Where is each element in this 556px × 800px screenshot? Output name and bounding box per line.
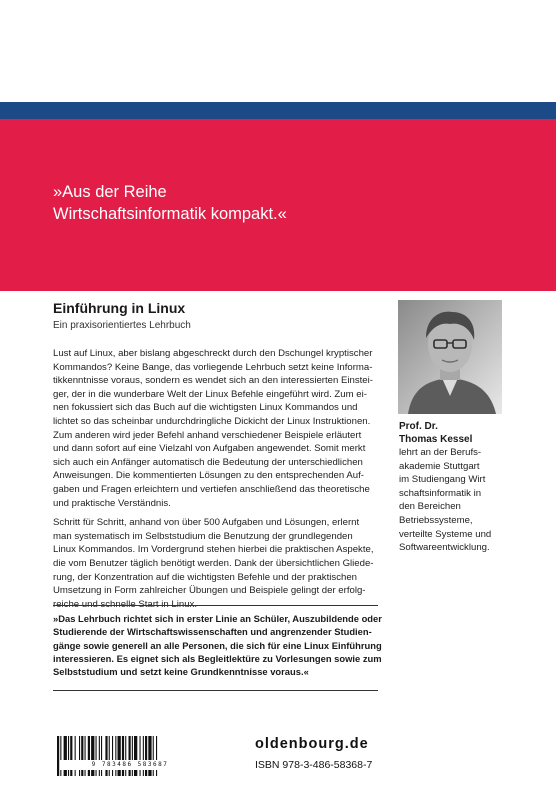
barcode-bar (105, 736, 107, 776)
blurb-line: Anweisungen. Die kommentierten Lösungen zu den entsprechenden Auf- (53, 470, 364, 482)
barcode-bar (129, 736, 131, 776)
barcode-number: 9 783486 583687 (60, 760, 200, 770)
author-bio-line: verteilte Systeme und (399, 528, 492, 540)
barcode-bar (60, 736, 61, 776)
blurb-line: sich auch ein Anfänger automatisch die Bedeutung der unterschiedlichen (53, 456, 363, 468)
blurb-line: Schritt für Schritt, anhand von über 500 Aufgaben und Lösungen, erlernt (53, 517, 360, 529)
blurb-line: gaben und Fragen erleichtern und vertiefen anschließend das theoretische (53, 483, 370, 495)
publisher-url: oldenbourg.de (255, 736, 369, 752)
barcode-bar (109, 736, 110, 776)
blurb-line: und dann sofort auf eine Vielzahl von Aufgaben angewendet. Somit merkt (53, 443, 366, 455)
quote-line: gänge sowie generell an alle Personen, die sich für eine Linux Einführung (53, 639, 382, 651)
blurb-line: rung, der Konzentration auf die wichtigsten Befehle und der praktischen (53, 571, 357, 583)
book-title: Einführung in Linux (53, 300, 186, 316)
blurb-line: ger, der in die wunderbare Welt der Linux Befehle eingeführt wird. Zum ei- (53, 388, 367, 400)
author-bio-line: im Studiengang Wirt (399, 474, 486, 486)
blurb-line: Lust auf Linux, aber bislang abgeschreckt durch den Dschungel kryptischer (53, 348, 373, 359)
series-line-1: »Aus der Reihe (53, 183, 167, 201)
author-bio (399, 446, 491, 555)
author-bio-line: den Bereichen (399, 501, 461, 513)
barcode-bar (85, 736, 86, 776)
blurb-line: Kommandos? Keine Bange, das vorliegende Lehrbuch setzt keine Informa- (53, 361, 373, 373)
blue-band (0, 102, 556, 119)
barcode-bar (153, 736, 154, 776)
author-bio-line: lehrt an der Berufs- (399, 447, 482, 458)
author-title: Prof. Dr. (399, 421, 438, 432)
blurb-line: tikkenntnisse voraus, sondern es wendet sich an den interessierten Einstei- (53, 375, 373, 387)
series-line-2: Wirtschaftsinformatik kompakt.« (53, 205, 287, 223)
book-subtitle: Ein praxisorientiertes Lehrbuch (53, 320, 191, 331)
quote-line: interessieren. Es eignet sich als Begleitlektüre zu Vorlesungen sowie zum (53, 652, 382, 664)
barcode-bar (140, 736, 141, 776)
barcode-bar (88, 736, 90, 776)
barcode-bar (70, 736, 72, 776)
blurb-line: man systematisch im Selbststudium die Benutzung der grundlegenden (53, 530, 353, 542)
barcode-bar (145, 736, 147, 776)
blurb-line: Zum anderen wird jeder Befehl anhand verschiedener Beispiele erläutert (53, 429, 362, 441)
barcode-bar (118, 736, 121, 776)
barcode-bar (101, 736, 102, 776)
barcode-bar (132, 736, 133, 776)
quote-line: Selbststudium und setzt keine Grundkenntnisse voraus.« (53, 666, 309, 678)
barcode-bar (148, 736, 151, 776)
barcode-bar (122, 736, 124, 776)
barcode-bar (156, 736, 157, 776)
barcode-bar (81, 736, 83, 776)
author-name (399, 420, 472, 446)
author-bio-line: akademie Stuttgart (399, 460, 480, 472)
blurb-text (53, 347, 383, 611)
author-bio-line: Betriebssysteme, (399, 514, 473, 526)
author-fullname: Thomas Kessel (399, 434, 473, 445)
blurb-line: und praktische Verständnis. (53, 497, 171, 509)
blurb-line: Linux Kommandos. Im Vordergrund stehen hierbei die praktischen Aspekte, (53, 544, 374, 556)
barcode-bar (112, 736, 113, 776)
barcode-bar (79, 736, 80, 776)
author-portrait-image (398, 300, 502, 414)
barcode-bar (68, 736, 69, 776)
quote-line: Studierende der Wirtschaftswissenschaften und angrenzender Studien- (53, 626, 372, 638)
pull-quote (53, 612, 382, 678)
author-bio-line: Softwareentwicklung. (399, 542, 490, 554)
isbn-number: ISBN 978-3-486-58368-7 (255, 759, 373, 771)
barcode-bar (64, 736, 67, 776)
quote-divider-bottom (53, 690, 378, 691)
blurb-line: die vom Benutzer täglich benötigt werden. Dank der übersichtlichen Gliede- (53, 557, 374, 569)
top-blank-strip (0, 0, 556, 102)
barcode-bar (125, 736, 126, 776)
barcode-bar (143, 736, 144, 776)
barcode-bar (99, 736, 100, 776)
barcode-bar (115, 736, 116, 776)
blurb-line: nen fokussiert sich das Buch auf die wichtigsten Linux Kommandos und (53, 402, 358, 414)
blurb-line: lichtet so das scheinbar undurchdringliche Dickicht der Linux Instruktionen. (53, 415, 371, 427)
series-title (53, 181, 287, 225)
quote-line: »Das Lehrbuch richtet sich in erster Linie an Schüler, Auszubildende oder (53, 613, 382, 624)
barcode-bar (75, 736, 76, 776)
barcode-bar (91, 736, 94, 776)
barcode-bar (57, 736, 59, 776)
barcode-bar (96, 736, 97, 776)
quote-divider-top (53, 605, 378, 606)
barcode-bar (134, 736, 137, 776)
author-photo (398, 300, 502, 414)
blurb-line: Umsetzung in Form zahlreicher Übungen und Beispiele gelingt der erfolg- (53, 585, 366, 597)
author-bio-line: schaftsinformatik in (399, 487, 482, 499)
